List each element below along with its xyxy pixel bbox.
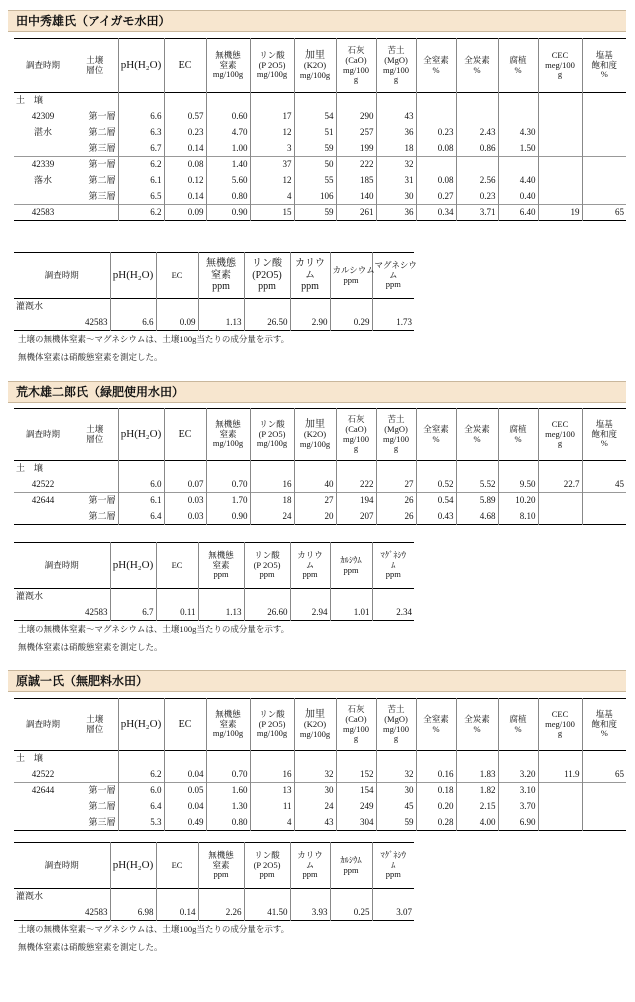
col-date: 調査時期 <box>44 269 79 280</box>
col-cec: CEC meg/100 g <box>538 39 582 93</box>
water-table-hara <box>14 842 414 921</box>
table-row: 42522 6.0 0.07 0.70 16 40 222 27 0.52 5.52 9.50 22.7 45 <box>14 477 626 493</box>
col-ph: pH(H₂O) <box>118 39 164 93</box>
soil-table-araki <box>14 408 626 525</box>
soil-header-row: 調査時期 土壌 層位 pH(H₂O) EC 無機態 窒素 mg/100g リン酸 (P 2O5) mg/100g 加里 (K2O) mg/100g 石灰 (CaO) mg/100 g 苦土 (MgO) mg/100 g 全窒素 % 全炭素 % 腐植 % CEC meg/100 g 塩基 飽和度 % <box>14 409 626 461</box>
table-row: 第二層 6.4 0.04 1.30 11 24 249 45 0.20 2.15 3.70 <box>14 799 626 815</box>
col-total-n: 全窒素 % <box>416 39 456 93</box>
note-text: 無機体窒素は硝酸態窒素を測定した。 <box>18 942 163 952</box>
col-inorganic-n: 無機態 窒素 ppm <box>198 253 244 299</box>
table-row: 42522 6.2 0.04 0.70 16 32 152 32 0.16 1.83 3.20 11.9 65 <box>14 767 626 783</box>
water-header-row: 調査時期 pH(H₂O) EC 無機態 窒素 ppm リン酸 (P 2O5) ppm カリウ ム ppm ｶﾙｼｳﾑ ppm ﾏｸﾞﾈｼｳ ﾑ ppm <box>14 543 414 589</box>
col-magnesia: 苦土 (MgO) mg/100 g <box>376 39 416 93</box>
note-text: 土壌の無機体窒素～マグネシウムは、土壌100g当たりの成分量を示す。 <box>18 334 290 344</box>
water-table-tanaka <box>14 252 417 331</box>
table-row: 第三層 6.5 0.14 0.80 4 106 140 30 0.27 0.23 0.40 <box>14 189 626 205</box>
table-row: 42583 6.6 0.09 1.13 26.50 2.90 0.29 1.73 <box>14 315 414 331</box>
soil-label-row: 土 壌 <box>14 751 626 767</box>
section-title-araki: 荒木雄二郎氏（緑肥使用水田） <box>8 381 626 403</box>
water-label-row: 灌漑水 <box>14 889 414 905</box>
col-magnesium: マグネシウ ム ppm <box>372 253 414 299</box>
table-row: 第三層 6.7 0.14 1.00 3 59 199 18 0.08 0.86 1.50 <box>14 141 626 157</box>
col-ec: EC <box>164 39 206 93</box>
water-table-araki <box>14 542 414 621</box>
soil-header-row <box>14 39 626 93</box>
col-date: 調査時期 <box>25 59 60 70</box>
col-layer: 土壌 層位 <box>86 54 104 75</box>
col-phosphate: リン酸 (P 2O5) mg/100g <box>250 39 294 93</box>
table-row: 湛水 第二層 6.3 0.23 4.70 12 51 257 36 0.23 2.43 4.30 <box>14 125 626 141</box>
water-label-row: 灌漑水 <box>14 299 414 315</box>
water-header-row <box>14 253 414 299</box>
water-label-row: 灌漑水 <box>14 589 414 605</box>
col-ph: pH(H₂O) <box>110 253 156 299</box>
soil-label: 土 壌 <box>16 95 44 106</box>
table-row: 42644 第一層 6.0 0.05 1.60 13 30 154 30 0.18 1.82 3.10 <box>14 783 626 799</box>
table-row: 42309 第一層 6.6 0.57 0.60 17 54 290 43 <box>14 109 626 125</box>
col-total-c: 全炭素 % <box>456 39 498 93</box>
col-base-saturation: 塩基 飽和度 % <box>582 39 626 93</box>
soil-table-tanaka <box>14 38 626 221</box>
soil-header-row: 調査時期 土壌 層位 pH(H₂O) EC 無機態 窒素 mg/100g リン酸 (P 2O5) mg/100g 加里 (K2O) mg/100g 石灰 (CaO) mg/100 g 苦土 (MgO) mg/100 g 全窒素 % 全炭素 % 腐植 % CEC meg/100 g 塩基 飽和度 % <box>14 699 626 751</box>
soil-label-row <box>14 93 626 109</box>
table-row: 42339 第一層 6.2 0.08 1.40 37 50 222 32 <box>14 157 626 173</box>
note-text: 無機体窒素は硝酸態窒素を測定した。 <box>18 642 163 652</box>
col-phosphate: リン酸 (P2O5) ppm <box>244 253 290 299</box>
note-text: 土壌の無機体窒素～マグネシウムは、土壌100g当たりの成分量を示す。 <box>18 624 290 634</box>
col-ec: EC <box>156 253 198 299</box>
note-text: 土壌の無機体窒素～マグネシウムは、土壌100g当たりの成分量を示す。 <box>18 924 290 934</box>
table-row: 42583 6.7 0.11 1.13 26.60 2.94 1.01 2.34 <box>14 605 414 621</box>
table-row: 42583 6.2 0.09 0.90 15 59 261 36 0.34 3.71 6.40 19 65 <box>14 205 626 221</box>
col-calcium: カルシウム ppm <box>330 253 372 299</box>
col-potassium: カリウ ム ppm <box>290 253 330 299</box>
section-title-hara: 原誠一氏（無肥料水田） <box>8 670 626 692</box>
table-row: 42644 第一層 6.1 0.03 1.70 18 27 194 26 0.54 5.89 10.20 <box>14 493 626 509</box>
section-title-tanaka: 田中秀雄氏（アイガモ水田） <box>8 10 626 32</box>
col-humus: 腐植 % <box>498 39 538 93</box>
soil-table-hara <box>14 698 626 831</box>
table-row: 落水 第二層 6.1 0.12 5.60 12 55 185 31 0.08 2.56 4.40 <box>14 173 626 189</box>
table-row: 第三層 5.3 0.49 0.80 4 43 304 59 0.28 4.00 6.90 <box>14 815 626 831</box>
table-row: 42583 6.98 0.14 2.26 41.50 3.93 0.25 3.07 <box>14 905 414 921</box>
col-inorganic-n: 無機態 窒素 mg/100g <box>206 39 250 93</box>
soil-label-row: 土 壌 <box>14 461 626 477</box>
table-row: 第二層 6.4 0.03 0.90 24 20 207 26 0.43 4.68 8.10 <box>14 509 626 525</box>
col-lime: 石灰 (CaO) mg/100 g <box>336 39 376 93</box>
note-text: 無機体窒素は硝酸態窒素を測定した。 <box>18 352 163 362</box>
col-potassium: 加里 (K2O) mg/100g <box>294 39 336 93</box>
water-header-row: 調査時期 pH(H₂O) EC 無機態 窒素 ppm リン酸 (P 2O5) ppm カリウ ム ppm ｶﾙｼｳﾑ ppm ﾏｸﾞﾈｼｳ ﾑ ppm <box>14 843 414 889</box>
